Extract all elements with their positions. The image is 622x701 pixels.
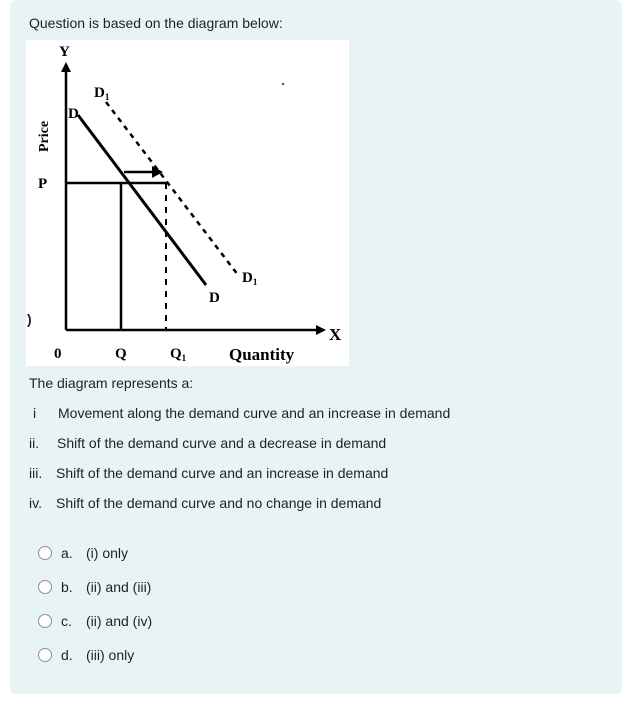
option-d[interactable] xyxy=(38,645,134,665)
option-letter: c. xyxy=(61,613,72,629)
option-text: (ii) and (iv) xyxy=(86,613,153,629)
statement-number: ii. xyxy=(29,435,40,451)
demand-curve-d1 xyxy=(106,102,238,275)
demand-diagram-svg xyxy=(26,40,349,366)
y-axis-label: Y xyxy=(59,44,70,60)
d1-bottom-label xyxy=(242,270,258,287)
stray-mark: ) xyxy=(27,311,32,327)
statement-number: i xyxy=(33,405,37,421)
option-b[interactable] xyxy=(38,577,151,597)
d-bottom-label: D xyxy=(209,290,220,306)
d1-bottom-sub: 1 xyxy=(252,277,258,287)
q1-label xyxy=(170,346,187,363)
demand-diagram xyxy=(26,40,349,366)
x-axis-arrow xyxy=(316,325,326,335)
d1-top-sub: 1 xyxy=(104,92,110,102)
p-label: P xyxy=(38,176,48,192)
stray-dot xyxy=(282,83,284,85)
option-text: (iii) only xyxy=(86,647,135,663)
option-a[interactable] xyxy=(38,543,128,563)
origin-label: 0 xyxy=(54,346,62,362)
price-axis-label: Price xyxy=(37,120,52,152)
option-text: (ii) and (iii) xyxy=(86,579,152,595)
option-a-radio[interactable] xyxy=(38,546,52,560)
x-axis-label: X xyxy=(329,325,342,344)
statement-number: iii. xyxy=(29,465,43,481)
option-text: (i) only xyxy=(86,545,129,561)
option-d-radio[interactable] xyxy=(38,648,52,662)
d1-top-label xyxy=(94,85,110,102)
statement-number: iv. xyxy=(29,495,42,511)
statement-text: Movement along the demand curve and an increase in demand xyxy=(58,405,451,421)
y-axis-arrow xyxy=(61,62,71,72)
statement-text: Shift of the demand curve and a decrease in demand xyxy=(57,435,387,451)
q1-label-letter: Q xyxy=(170,346,182,362)
option-letter: d. xyxy=(61,647,73,663)
question-stem: The diagram represents a: xyxy=(29,375,194,391)
d1-top-letter: D xyxy=(94,85,105,101)
option-b-radio[interactable] xyxy=(38,580,52,594)
d-top-label: D xyxy=(68,106,79,122)
q1-label-sub: 1 xyxy=(181,353,187,363)
question-intro: Question is based on the diagram below: xyxy=(29,15,283,31)
option-c[interactable] xyxy=(38,611,152,631)
quantity-label: Quantity xyxy=(229,345,295,364)
option-c-radio[interactable] xyxy=(38,614,52,628)
q-label: Q xyxy=(115,346,127,362)
d1-bottom-letter: D xyxy=(242,270,253,286)
demand-curve-d xyxy=(78,115,206,285)
statement-text: Shift of the demand curve and no change in demand xyxy=(56,495,382,511)
option-letter: a. xyxy=(61,545,73,561)
option-letter: b. xyxy=(61,579,73,595)
statement-text: Shift of the demand curve and an increase in demand xyxy=(56,465,389,481)
